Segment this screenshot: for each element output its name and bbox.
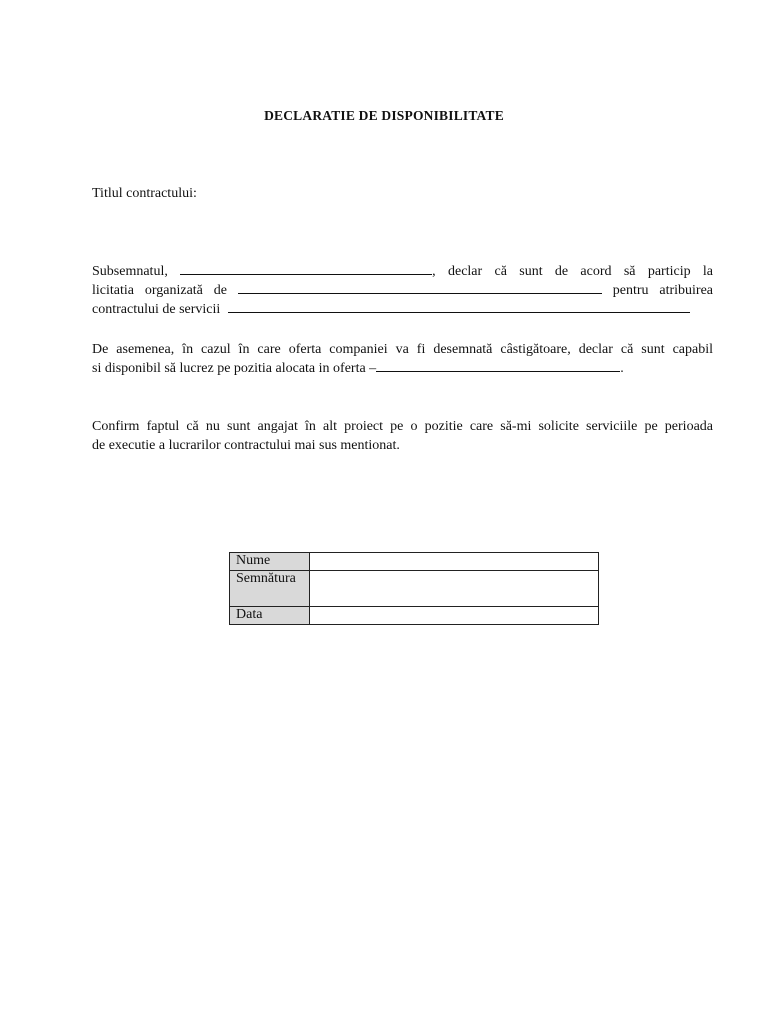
signature-field[interactable] [310, 571, 599, 607]
paragraph-line [92, 359, 713, 378]
paragraph-line: de executie a lucrarilor contractului mai sus mentionat. [92, 438, 400, 453]
name-label: Nume [230, 553, 310, 571]
text-fragment: . [620, 361, 624, 376]
confirmation-paragraph [92, 417, 713, 455]
contract-title-label: Titlul contractului: [92, 186, 197, 201]
paragraph-line: Confirm faptul că nu sunt angajat în alt proiect pe o pozitie care să-mi solicite serviciile pe perioada [92, 419, 713, 434]
text-fragment: , declar că sunt de acord să particip la [432, 264, 714, 279]
text-fragment: licitatia organizată de [92, 283, 227, 298]
text-fragment: si disponibil să lucrez pe pozitia alocata in oferta – [92, 361, 377, 376]
organizer-blank-line [238, 281, 602, 294]
capability-paragraph [92, 340, 713, 378]
signature-table [229, 552, 599, 625]
date-field[interactable] [310, 607, 599, 625]
paragraph-line [92, 281, 713, 300]
table-row [230, 553, 599, 571]
services-blank-line [228, 300, 690, 313]
text-fragment: contractului de servicii [92, 302, 221, 317]
paragraph-line [92, 262, 713, 281]
position-blank-line [376, 359, 620, 372]
date-label: Data [230, 607, 310, 625]
name-blank-line [180, 262, 432, 275]
signature-label: Semnătura [230, 571, 310, 607]
declaration-paragraph [92, 262, 713, 319]
table-row [230, 607, 599, 625]
text-fragment: Subsemnatul, [92, 264, 168, 279]
text-fragment: pentru atribuirea [612, 283, 714, 298]
name-field[interactable] [310, 553, 599, 571]
document-title: DECLARATIE DE DISPONIBILITATE [264, 108, 504, 123]
paragraph-line: De asemenea, în cazul în care oferta companiei va fi desemnată câstigătoare, declar că sunt capabil [92, 342, 713, 357]
table-row [230, 571, 599, 607]
paragraph-line [92, 300, 713, 319]
